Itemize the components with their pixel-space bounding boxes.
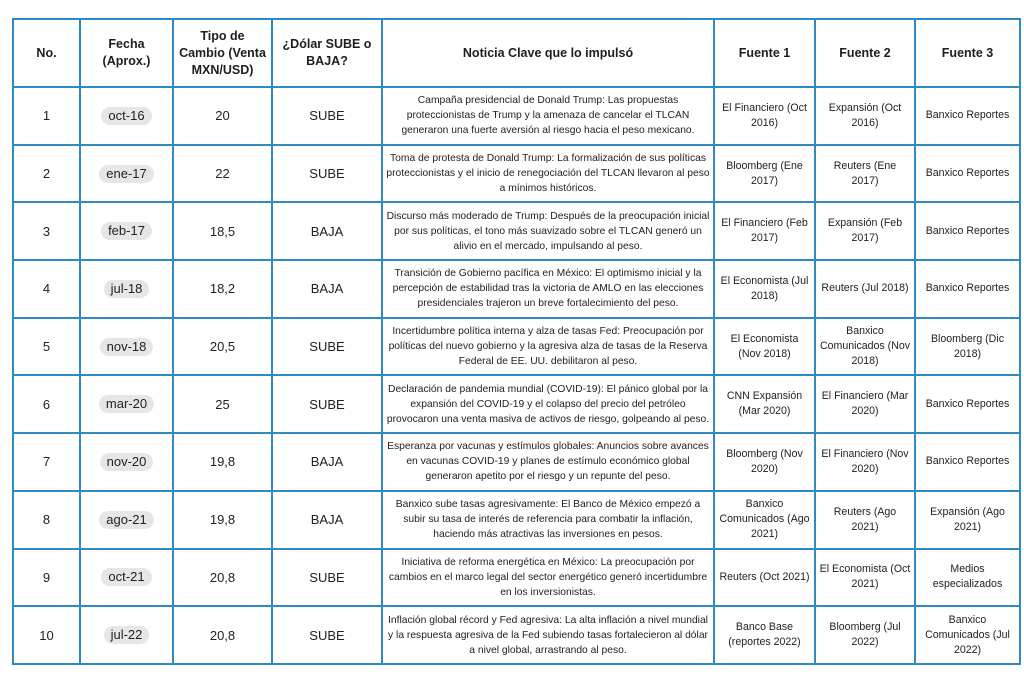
- cell-fecha: [80, 491, 173, 549]
- cell-fuente-2: Expansión (Oct 2016): [815, 87, 915, 145]
- cell-tipo-cambio: 22: [173, 145, 272, 203]
- cell-noticia: Toma de protesta de Donald Trump: La formalización de sus políticas proteccionistas y el inicio de renegociación del TLCAN llevaron al peso a mínimos históricos.: [382, 145, 714, 203]
- cell-noticia: Banxico sube tasas agresivamente: El Banco de México empezó a subir su tasa de interés de referencia para combatir la inflación, haciendo más atractivas las inversiones en pesos.: [382, 491, 714, 549]
- table-row: [13, 606, 1020, 664]
- cell-tipo-cambio: 18,5: [173, 202, 272, 260]
- date-chip: ago-21: [99, 511, 153, 529]
- header-fuente-1: Fuente 1: [714, 19, 815, 87]
- cell-noticia: Iniciativa de reforma energética en México: La preocupación por cambios en el marco legal del sector energético generó incertidumbre en los inversionistas.: [382, 549, 714, 607]
- date-chip: ene-17: [99, 165, 153, 183]
- cell-fecha: [80, 375, 173, 433]
- cell-noticia: Esperanza por vacunas y estímulos globales: Anuncios sobre avances en vacunas COVID-19 y planes de estímulo económico global generaron apetito por el riesgo y un repunte del peso.: [382, 433, 714, 491]
- cell-fuente-1: CNN Expansión (Mar 2020): [714, 375, 815, 433]
- date-chip: oct-21: [101, 568, 151, 586]
- cell-no: 9: [13, 549, 80, 607]
- header-fuente-2: Fuente 2: [815, 19, 915, 87]
- cell-tipo-cambio: 20,8: [173, 549, 272, 607]
- cell-dolar: SUBE: [272, 145, 382, 203]
- cell-fuente-2: Bloomberg (Jul 2022): [815, 606, 915, 664]
- header-fuente-3: Fuente 3: [915, 19, 1020, 87]
- cell-fuente-3: Banxico Reportes: [915, 433, 1020, 491]
- cell-fuente-2: Banxico Comunicados (Nov 2018): [815, 318, 915, 376]
- table-row: [13, 491, 1020, 549]
- cell-dolar: SUBE: [272, 606, 382, 664]
- cell-tipo-cambio: 19,8: [173, 491, 272, 549]
- table-row: [13, 318, 1020, 376]
- header-dolar: ¿Dólar SUBE o BAJA?: [272, 19, 382, 87]
- cell-dolar: SUBE: [272, 375, 382, 433]
- cell-fuente-2: El Financiero (Mar 2020): [815, 375, 915, 433]
- cell-fuente-1: Bloomberg (Ene 2017): [714, 145, 815, 203]
- cell-fecha: [80, 87, 173, 145]
- cell-fuente-2: Expansión (Feb 2017): [815, 202, 915, 260]
- date-chip: jul-18: [104, 280, 150, 298]
- cell-fuente-3: Medios especializados: [915, 549, 1020, 607]
- cell-fuente-1: Bloomberg (Nov 2020): [714, 433, 815, 491]
- cell-tipo-cambio: 20: [173, 87, 272, 145]
- cell-noticia: Campaña presidencial de Donald Trump: Las propuestas proteccionistas de Trump y la amenaza de cancelar el TLCAN generaron una fuerte aversión al riesgo hacia el peso mexicano.: [382, 87, 714, 145]
- cell-fuente-3: Banxico Reportes: [915, 375, 1020, 433]
- cell-fecha: [80, 318, 173, 376]
- cell-tipo-cambio: 20,5: [173, 318, 272, 376]
- table-row: [13, 145, 1020, 203]
- cell-no: 5: [13, 318, 80, 376]
- date-chip: nov-20: [100, 453, 154, 471]
- table-row: [13, 375, 1020, 433]
- cell-fuente-2: Reuters (Ene 2017): [815, 145, 915, 203]
- header-tipo-cambio: Tipo de Cambio (Venta MXN/USD): [173, 19, 272, 87]
- cell-fuente-3: Banxico Reportes: [915, 260, 1020, 318]
- cell-fuente-2: Reuters (Ago 2021): [815, 491, 915, 549]
- cell-fuente-1: Banco Base (reportes 2022): [714, 606, 815, 664]
- cell-fecha: [80, 549, 173, 607]
- cell-fuente-1: El Economista (Jul 2018): [714, 260, 815, 318]
- cell-fuente-1: El Financiero (Feb 2017): [714, 202, 815, 260]
- cell-no: 10: [13, 606, 80, 664]
- cell-fecha: [80, 145, 173, 203]
- cell-fuente-3: Bloomberg (Dic 2018): [915, 318, 1020, 376]
- cell-fuente-2: El Financiero (Nov 2020): [815, 433, 915, 491]
- table-row: [13, 260, 1020, 318]
- cell-no: 1: [13, 87, 80, 145]
- cell-dolar: BAJA: [272, 202, 382, 260]
- cell-no: 8: [13, 491, 80, 549]
- cell-fuente-3: Banxico Reportes: [915, 202, 1020, 260]
- cell-fuente-3: Banxico Reportes: [915, 145, 1020, 203]
- cell-dolar: SUBE: [272, 318, 382, 376]
- header-row: [13, 19, 1020, 87]
- table-row: [13, 87, 1020, 145]
- cell-dolar: SUBE: [272, 87, 382, 145]
- table-row: [13, 549, 1020, 607]
- cell-no: 4: [13, 260, 80, 318]
- cell-tipo-cambio: 20,8: [173, 606, 272, 664]
- cell-fuente-2: Reuters (Jul 2018): [815, 260, 915, 318]
- cell-noticia: Discurso más moderado de Trump: Después de la preocupación inicial por sus políticas, el tono más suavizado sobre el TLCAN generó un alivio en el mercado, impulsando al peso.: [382, 202, 714, 260]
- header-fecha: Fecha (Aprox.): [80, 19, 173, 87]
- cell-tipo-cambio: 18,2: [173, 260, 272, 318]
- cell-fecha: [80, 606, 173, 664]
- date-chip: feb-17: [101, 222, 152, 240]
- cell-fuente-1: Reuters (Oct 2021): [714, 549, 815, 607]
- cell-dolar: BAJA: [272, 260, 382, 318]
- cell-tipo-cambio: 19,8: [173, 433, 272, 491]
- cell-fuente-1: El Financiero (Oct 2016): [714, 87, 815, 145]
- exchange-rate-table: [12, 18, 1021, 665]
- cell-dolar: SUBE: [272, 549, 382, 607]
- date-chip: oct-16: [101, 107, 151, 125]
- cell-noticia: Transición de Gobierno pacífica en México: El optimismo inicial y la percepción de estabilidad tras la victoria de AMLO en las elecciones presidenciales trajeron un breve fortalecimiento del peso.: [382, 260, 714, 318]
- header-no: No.: [13, 19, 80, 87]
- header-noticia: Noticia Clave que lo impulsó: [382, 19, 714, 87]
- cell-no: 3: [13, 202, 80, 260]
- cell-tipo-cambio: 25: [173, 375, 272, 433]
- cell-fuente-2: El Economista (Oct 2021): [815, 549, 915, 607]
- cell-no: 2: [13, 145, 80, 203]
- cell-fuente-3: Banxico Reportes: [915, 87, 1020, 145]
- cell-fuente-1: El Economista (Nov 2018): [714, 318, 815, 376]
- cell-no: 6: [13, 375, 80, 433]
- cell-fuente-1: Banxico Comunicados (Ago 2021): [714, 491, 815, 549]
- cell-fecha: [80, 260, 173, 318]
- cell-dolar: BAJA: [272, 433, 382, 491]
- date-chip: nov-18: [100, 338, 154, 356]
- cell-fecha: [80, 202, 173, 260]
- table-row: [13, 433, 1020, 491]
- date-chip: mar-20: [99, 395, 154, 413]
- date-chip: jul-22: [104, 626, 150, 644]
- cell-fuente-3: Expansión (Ago 2021): [915, 491, 1020, 549]
- cell-fecha: [80, 433, 173, 491]
- cell-dolar: BAJA: [272, 491, 382, 549]
- table-row: [13, 202, 1020, 260]
- cell-no: 7: [13, 433, 80, 491]
- cell-fuente-3: Banxico Comunicados (Jul 2022): [915, 606, 1020, 664]
- cell-noticia: Incertidumbre política interna y alza de tasas Fed: Preocupación por políticas del nuevo gobierno y la agresiva alza de tasas de la Reserva Federal de EE. UU. debilitaron al peso.: [382, 318, 714, 376]
- cell-noticia: Declaración de pandemia mundial (COVID-19): El pánico global por la expansión del COVID-19 y el colapso del precio del petróleo provocaron una venta masiva de activos de riesgo, golpeando al peso.: [382, 375, 714, 433]
- cell-noticia: Inflación global récord y Fed agresiva: La alta inflación a nivel mundial y la respuesta agresiva de la Fed subiendo tasas fortalecieron al dólar a nivel global, arrastrando al peso.: [382, 606, 714, 664]
